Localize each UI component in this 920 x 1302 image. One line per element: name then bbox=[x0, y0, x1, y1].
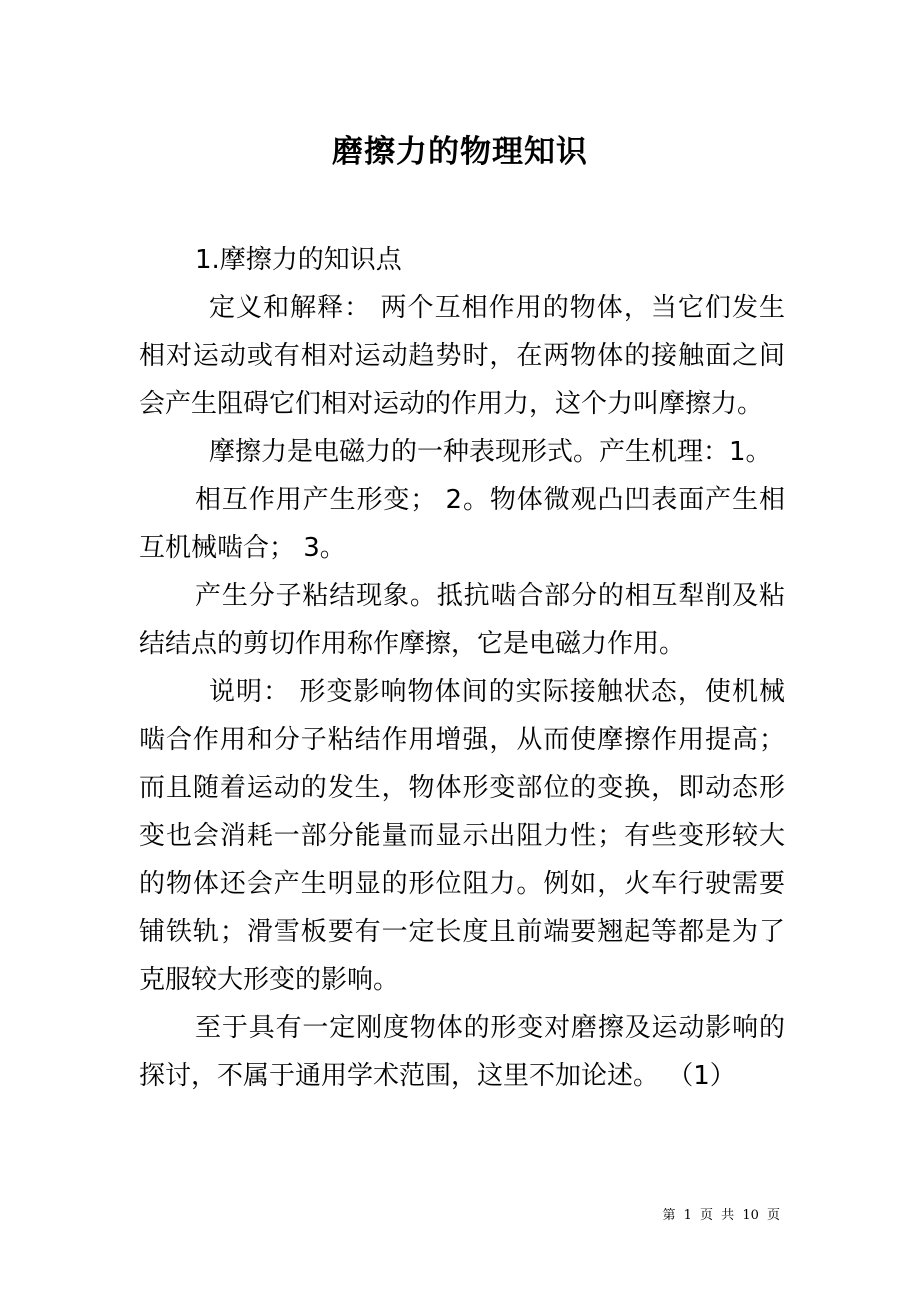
paragraph-rigidity: 至于具有一定刚度物体的形变对磨擦及运动影响的探讨，不属于通用学术范围，这里不加论述。 （1） bbox=[139, 1013, 785, 1091]
paragraph-adhesion: 产生分子粘结现象。抵抗啮合部分的相互犁削及粘结结点的剪切作用称作摩擦，它是电磁力作用。 bbox=[139, 581, 785, 659]
section-heading: 1.摩擦力的知识点 bbox=[195, 245, 402, 275]
page-number-footer: 第 1 页 共 10 页 bbox=[662, 1208, 780, 1223]
document-title: 磨擦力的物理知识 bbox=[332, 134, 588, 170]
paragraph-explanation: 说明： 形变影响物体间的实际接触状态，使机械啮合作用和分子粘结作用增强，从而使摩擦作用提高；而且随着运动的发生，物体形变部位的变换，即动态形变也会消耗一部分能量而显示出阻力性；有些变形较大的物体还会产生明显的形位阻力。例如，火车行驶需要铺铁轨；滑雪板要有一定长度且前端要翘起等都是为了克服较大形变的影响。 bbox=[139, 677, 785, 995]
paragraph-mechanism-cont: 相互作用产生形变； 2。物体微观凸凹表面产生相互机械啮合； 3。 bbox=[139, 485, 785, 563]
paragraph-mechanism: 摩擦力是电磁力的一种表现形式。产生机理：1。 bbox=[209, 437, 772, 467]
paragraph-definition: 定义和解释： 两个互相作用的物体，当它们发生相对运动或有相对运动趋势时，在两物体的接触面之间会产生阻碍它们相对运动的作用力，这个力叫摩擦力。 bbox=[139, 293, 785, 419]
document-body bbox=[139, 236, 785, 1100]
